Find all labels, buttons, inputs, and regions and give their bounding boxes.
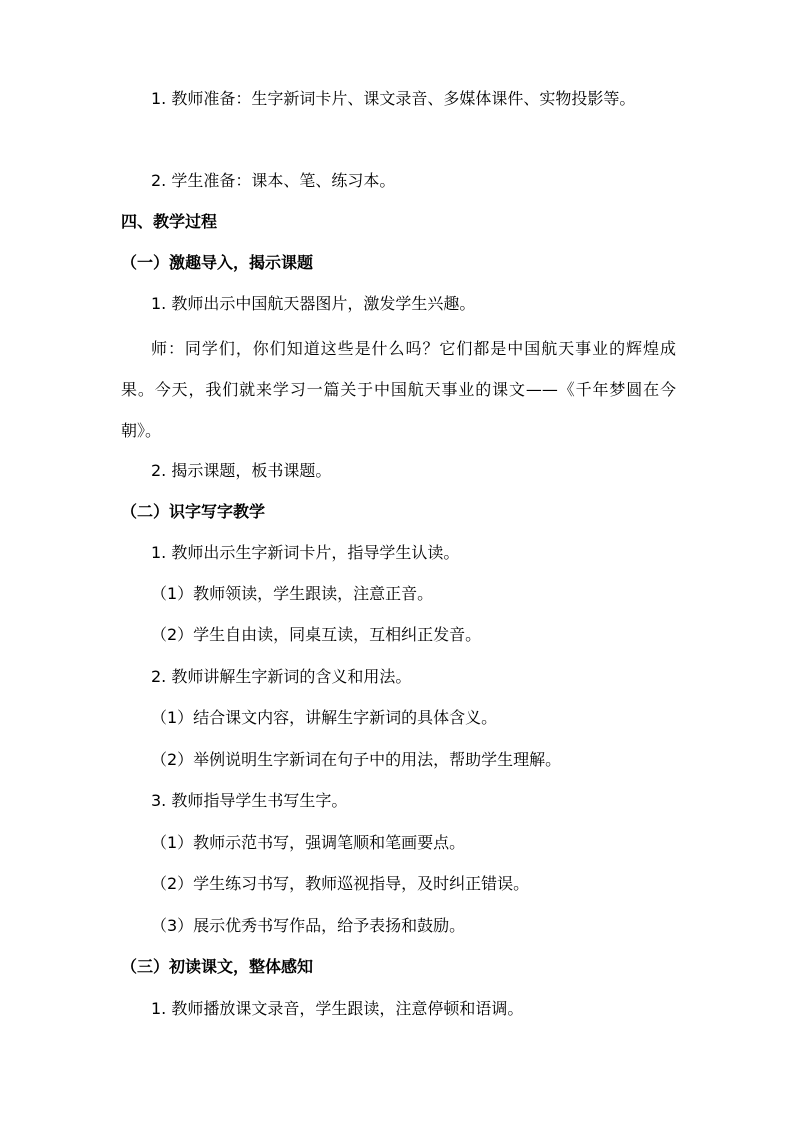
- paragraph-teacher-talk: 师：同学们，你们知道这些是什么吗？它们都是中国航天事业的辉煌成果。今天，我们就来学习一篇关于中国航天事业的课文——《千年梦圆在今朝》。: [121, 339, 676, 440]
- paragraph-teacher-preparation: 1. 教师准备：生字新词卡片、课文录音、多媒体课件、实物投影等。: [151, 89, 636, 108]
- list-item: （1）结合课文内容，讲解生字新词的具体含义。: [151, 708, 498, 727]
- list-item: （2）学生练习书写，教师巡视指导，及时纠正错误。: [151, 874, 530, 893]
- list-item: （1）教师领读，学生跟读，注意正音。: [151, 584, 434, 603]
- paragraph-student-preparation: 2. 学生准备：课本、笔、练习本。: [151, 171, 396, 190]
- list-item: 2. 教师讲解生字新词的含义和用法。: [151, 667, 412, 686]
- list-item: （1）教师示范书写，强调笔顺和笔画要点。: [151, 833, 466, 852]
- list-item: 1. 教师播放课文录音，学生跟读，注意停顿和语调。: [151, 999, 524, 1018]
- list-item: （2）学生自由读，同桌互读，互相纠正发音。: [151, 625, 482, 644]
- list-item: （2）举例说明生字新词在句子中的用法，帮助学生理解。: [151, 750, 562, 769]
- list-item: （3）展示优秀书写作品，给予表扬和鼓励。: [151, 916, 466, 935]
- list-item: 1. 教师出示生字新词卡片，指导学生认读。: [151, 543, 460, 562]
- section-heading-teaching-process: 四、教学过程: [121, 212, 218, 231]
- list-item: 3. 教师指导学生书写生字。: [151, 791, 348, 810]
- subsection-heading-literacy: （二）识字写字教学: [121, 502, 266, 521]
- subsection-heading-first-reading: （三）初读课文，整体感知: [121, 957, 314, 976]
- list-item: 2. 揭示课题，板书课题。: [151, 461, 332, 480]
- list-item: 1. 教师出示中国航天器图片，激发学生兴趣。: [151, 294, 476, 313]
- subsection-heading-introduction: （一）激趣导入，揭示课题: [121, 253, 314, 272]
